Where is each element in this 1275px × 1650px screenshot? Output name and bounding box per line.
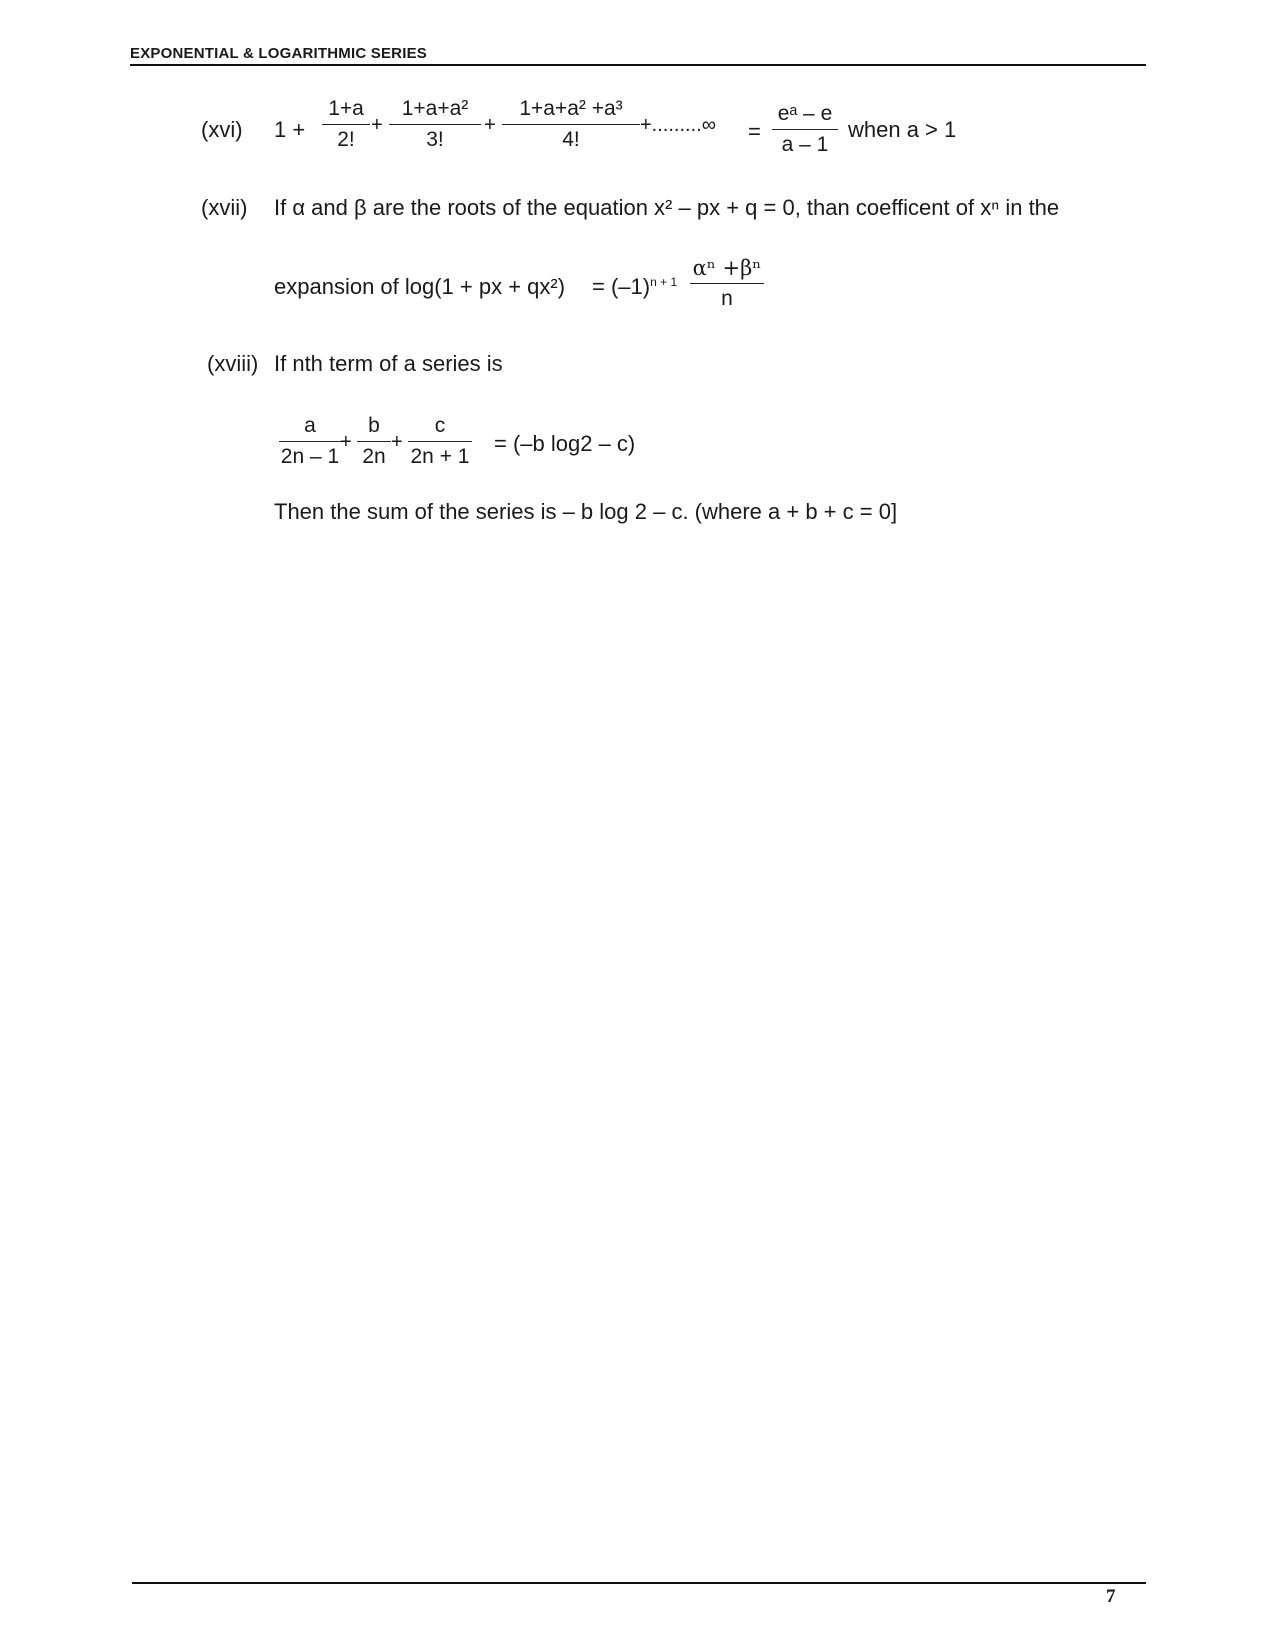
fraction-denominator: 2n + 1	[410, 445, 470, 469]
fraction-numerator: b	[368, 414, 380, 437]
coefficient-exponent: n + 1	[650, 275, 678, 289]
fraction-bar	[279, 441, 341, 442]
coefficient-prefix	[592, 274, 677, 300]
fraction-denominator: n	[721, 287, 733, 311]
fraction-bar	[408, 441, 472, 442]
nth-term-fraction-c	[408, 414, 472, 469]
series-term-fraction-1	[322, 97, 370, 152]
plus-operator: +	[371, 114, 383, 136]
fraction-bar	[690, 283, 764, 284]
item-label-xvi: (xvi)	[201, 117, 243, 142]
fraction-numerator: eᵃ – e	[777, 102, 833, 125]
plus-operator: +	[391, 431, 403, 453]
conclusion-text: Then the sum of the series is – b log 2 – c. (where a + b + c = 0]	[274, 499, 898, 524]
nth-term-fraction-b	[357, 414, 391, 469]
fraction-numerator: a	[304, 414, 316, 437]
page-header-title: EXPONENTIAL & LOGARITHMIC SERIES	[130, 45, 427, 62]
fraction-denominator: 2!	[337, 128, 355, 152]
page-number: 7	[1106, 1586, 1116, 1607]
equals-sign: =	[748, 119, 761, 144]
fraction-denominator: 3!	[426, 128, 444, 152]
fraction-numerator: 1+a	[328, 97, 364, 120]
fraction-numerator: 1+a+a² +a³	[519, 97, 623, 120]
fraction-denominator: a – 1	[781, 133, 829, 157]
fraction-bar	[322, 124, 370, 125]
plus-operator: +	[340, 431, 352, 453]
series-condition: when a > 1	[848, 117, 957, 142]
statement-text: If nth term of a series is	[274, 351, 503, 376]
fraction-denominator: 2n	[362, 445, 386, 469]
series-lead: 1 +	[274, 117, 306, 142]
nth-term-result: = (–b log2 – c)	[494, 431, 636, 456]
coefficient-fraction	[690, 256, 764, 311]
coefficient-sign: = (–1)	[592, 274, 651, 299]
fraction-numerator: 1+a+a²	[401, 97, 469, 120]
series-tail: +.........∞	[640, 114, 716, 136]
fraction-numerator: c	[434, 414, 446, 437]
fraction-bar	[389, 124, 481, 125]
fraction-bar	[772, 129, 838, 130]
expansion-text: expansion of log(1 + px + qx²)	[274, 274, 566, 299]
fraction-denominator: 2n – 1	[280, 445, 340, 469]
fraction-numerator: αⁿ +βⁿ	[692, 256, 762, 280]
header-rule	[130, 64, 1146, 66]
series-term-fraction-2	[389, 97, 481, 152]
series-sum-fraction	[772, 102, 838, 157]
fraction-denominator: 4!	[562, 128, 580, 152]
item-label-xviii: (xviii)	[207, 351, 259, 376]
fraction-bar	[502, 124, 640, 125]
item-label-xvii: (xvii)	[201, 195, 248, 220]
fraction-bar	[357, 441, 391, 442]
series-term-fraction-3	[502, 97, 640, 152]
statement-text: If α and β are the roots of the equation x² – px + q = 0, than coefficent of xⁿ in the	[274, 195, 1060, 220]
footer-rule	[132, 1582, 1146, 1584]
nth-term-fraction-a	[279, 414, 341, 469]
plus-operator: +	[484, 114, 496, 136]
